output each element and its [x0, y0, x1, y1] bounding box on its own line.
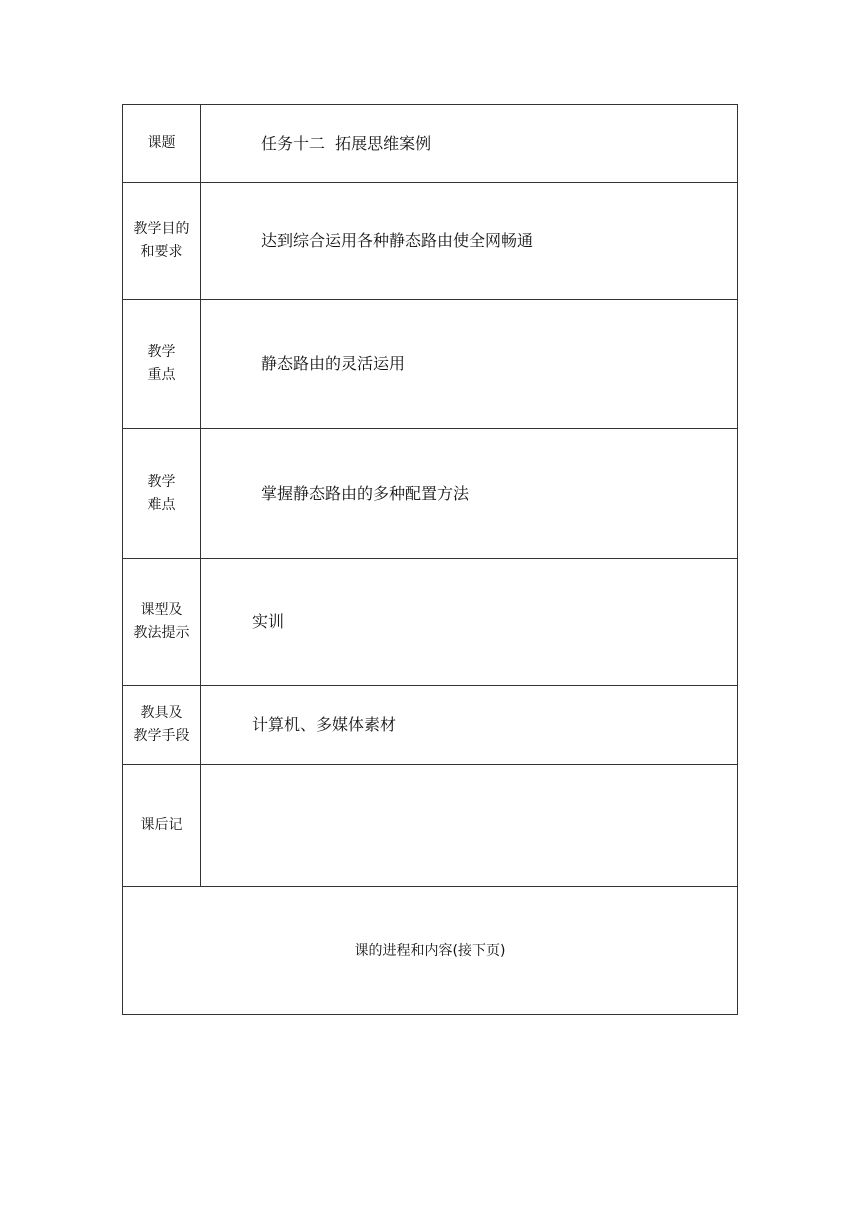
- row-value: 掌握静态路由的多种配置方法: [261, 483, 470, 503]
- row-value: 静态路由的灵活运用: [261, 354, 406, 373]
- footer-row: [123, 887, 738, 1015]
- row-label: 课题: [147, 135, 176, 151]
- row-label: 教学 难点: [147, 473, 176, 513]
- row-value: 实训: [252, 612, 285, 631]
- row-label-cell: [123, 559, 201, 686]
- row-label: 教学目的 和要求: [133, 221, 190, 260]
- row-value-cell: [201, 105, 738, 183]
- table-row: [123, 429, 738, 559]
- row-label-cell: [123, 686, 201, 765]
- row-label-cell: [123, 300, 201, 429]
- row-value-cell: [201, 765, 738, 887]
- row-value: 计算机、多媒体素材: [252, 715, 397, 734]
- table-row: [123, 559, 738, 686]
- row-value-cell: [201, 559, 738, 686]
- row-value: 达到综合运用各种静态路由使全网畅通: [261, 231, 534, 250]
- table-row: [123, 765, 738, 887]
- table-row: [123, 300, 738, 429]
- row-label-cell: [123, 183, 201, 300]
- row-label: 课后记: [140, 817, 183, 833]
- lesson-plan-table: [122, 104, 738, 1015]
- row-label: 教具及 教学手段: [133, 705, 190, 744]
- row-label: 课型及 教法提示: [133, 602, 190, 641]
- row-value-cell: [201, 300, 738, 429]
- table-row: [123, 105, 738, 183]
- table-row: [123, 686, 738, 765]
- footer-cell: [123, 887, 738, 1015]
- row-value-cell: [201, 429, 738, 559]
- row-value-cell: [201, 686, 738, 765]
- footer-text: 课的进程和内容(接下页): [354, 942, 506, 959]
- table-row: [123, 183, 738, 300]
- row-value: 任务十二 拓展思维案例: [261, 133, 432, 153]
- row-value-cell: [201, 183, 738, 300]
- row-label: 教学 重点: [147, 344, 176, 383]
- row-label-cell: [123, 105, 201, 183]
- row-label-cell: [123, 765, 201, 887]
- row-label-cell: [123, 429, 201, 559]
